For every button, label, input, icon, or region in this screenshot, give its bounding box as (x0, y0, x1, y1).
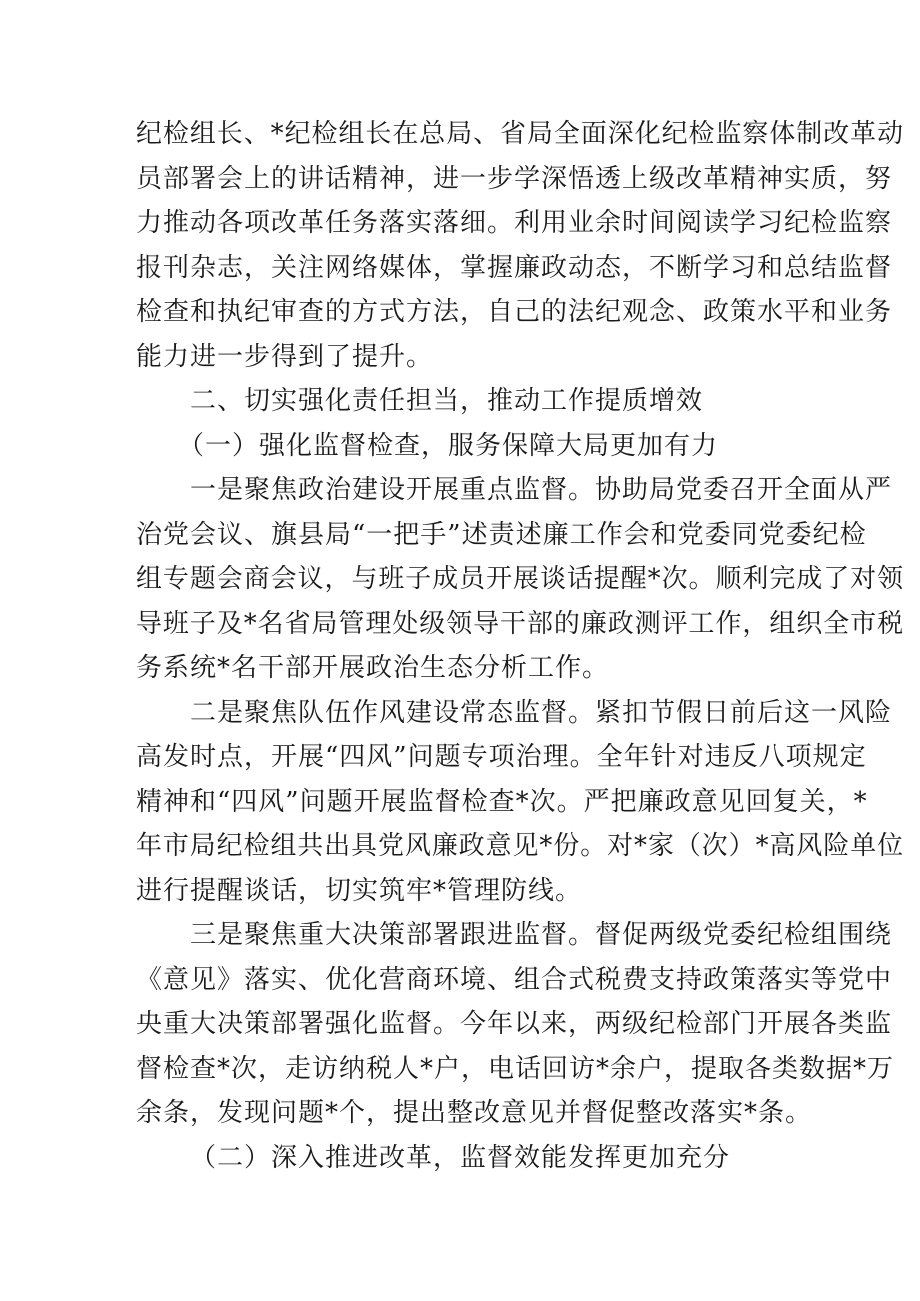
paragraph-line: 检查和执纪审查的方式方法，自己的法纪观念、政策水平和业务 (136, 297, 893, 327)
paragraph-line: 央重大决策部署强化监督。今年以来，两级纪检部门开展各类监 (136, 1009, 893, 1039)
paragraph-line: 进行提醒谈话，切实筑牢*管理防线。 (136, 876, 583, 906)
paragraph-line: 督检查*次，走访纳税人*户，电话回访*余户，提取各类数据*万 (136, 1054, 895, 1084)
paragraph-line: 报刊杂志，关注网络媒体，掌握廉政动态，不断学习和总结监督 (136, 253, 893, 283)
paragraph-line: 年市局纪检组共出具党风廉政意见*份。对*家（次）*高风险单位 (136, 831, 905, 861)
subsection-heading: （一）强化监督检查，服务保障大局更加有力 (178, 431, 719, 461)
paragraph-line: 二是聚焦队伍作风建设常态监督。紧扣节假日前后这一风险 (190, 698, 893, 728)
paragraph-line: 员部署会上的讲话精神，进一步学深悟透上级改革精神实质，努 (136, 164, 893, 194)
paragraph-line: 高发时点，开展“四风”问题专项治理。全年针对违反八项规定 (136, 742, 867, 772)
paragraph-line: 力推动各项改革任务落实落细。利用业余时间阅读学习纪检监察 (136, 208, 893, 238)
paragraph-line: 务系统*名干部开展政治生态分析工作。 (136, 653, 610, 683)
paragraph-line: 余条，发现问题*个，提出整改意见并督促整改落实*条。 (136, 1098, 813, 1128)
paragraph-line: 《意见》落实、优化营商环境、组合式税费支持政策落实等党中 (136, 965, 893, 995)
paragraph-line: 精神和“四风”问题开展监督检查*次。严把廉政意见回复关，* (136, 787, 868, 817)
paragraph-line: 治党会议、旗县局“一把手”述责述廉工作会和党委同党委纪检 (136, 520, 867, 550)
paragraph-line: 三是聚焦重大决策部署跟进监督。督促两级党委纪检组围绕 (190, 920, 893, 950)
paragraph-line: 一是聚焦政治建设开展重点监督。协助局党委召开全面从严 (190, 475, 893, 505)
section-heading: 二、切实强化责任担当，推动工作提质增效 (190, 386, 704, 416)
subsection-heading: （二）深入推进改革，监督效能发挥更加充分 (190, 1143, 731, 1173)
paragraph-line: 组专题会商会议，与班子成员开展谈话提醒*次。顺利完成了对领 (136, 564, 905, 594)
paragraph-line: 能力进一步得到了提升。 (136, 342, 434, 372)
paragraph-line: 纪检组长、*纪检组长在总局、省局全面深化纪检监察体制改革动 (136, 119, 905, 149)
paragraph-line: 导班子及*名省局管理处级领导干部的廉政测评工作，组织全市税 (136, 609, 905, 639)
